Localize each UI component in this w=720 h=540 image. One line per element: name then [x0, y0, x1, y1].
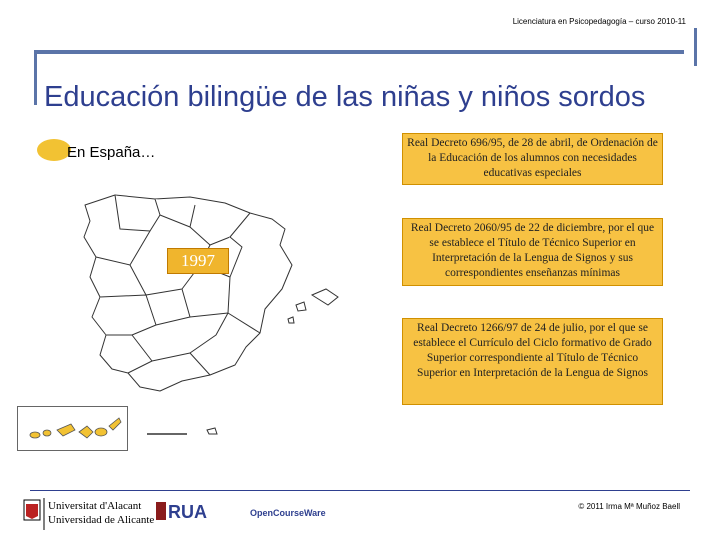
- slide-subtitle: En España…: [67, 144, 156, 161]
- canary-islands-inset: [17, 406, 227, 452]
- year-badge: 1997: [167, 248, 229, 274]
- frame-right-rule: [694, 28, 697, 66]
- bullet-icon: [37, 139, 71, 161]
- rua-logo-text: RUA: [168, 502, 207, 522]
- decree-note-2: Real Decreto 2060/95 de 22 de diciembre, por el que se establece el Título de Técnico Superior en Interpretación de la Lengua de Signos y sus correspondientes enseñanzas mínimas: [402, 218, 663, 286]
- footer-rule: [30, 490, 690, 491]
- frame-top-rule: [34, 50, 684, 54]
- university-shield-icon: [24, 500, 40, 520]
- ocw-logo-text: OpenCourseWare: [250, 508, 326, 518]
- spain-map: [60, 185, 350, 400]
- copyright-text: © 2011 Irma Mª Muñoz Baell: [578, 502, 680, 511]
- frame-left-rule: [34, 50, 37, 105]
- course-header: Licenciatura en Psicopedagogía – curso 2010-11: [512, 17, 686, 26]
- decree-note-3: Real Decreto 1266/97 de 24 de julio, por el que se establece el Currículo del Ciclo formativo de Grado Superior correspondiente al Título de Técnico Superior en Interpretación de la Lengua de Signos: [402, 318, 663, 405]
- decree-note-1: Real Decreto 696/95, de 28 de abril, de Ordenación de la Educación de los alumnos con necesidades educativas especiales: [402, 133, 663, 185]
- university-name-line2: Universidad de Alicante: [48, 514, 155, 526]
- slide-title: Educación bilingüe de las niñas y niños sordos: [44, 81, 646, 113]
- university-name-line1: Universitat d'Alacant: [48, 500, 142, 512]
- rua-logo-icon: [156, 502, 166, 520]
- footer-logos: [18, 494, 338, 534]
